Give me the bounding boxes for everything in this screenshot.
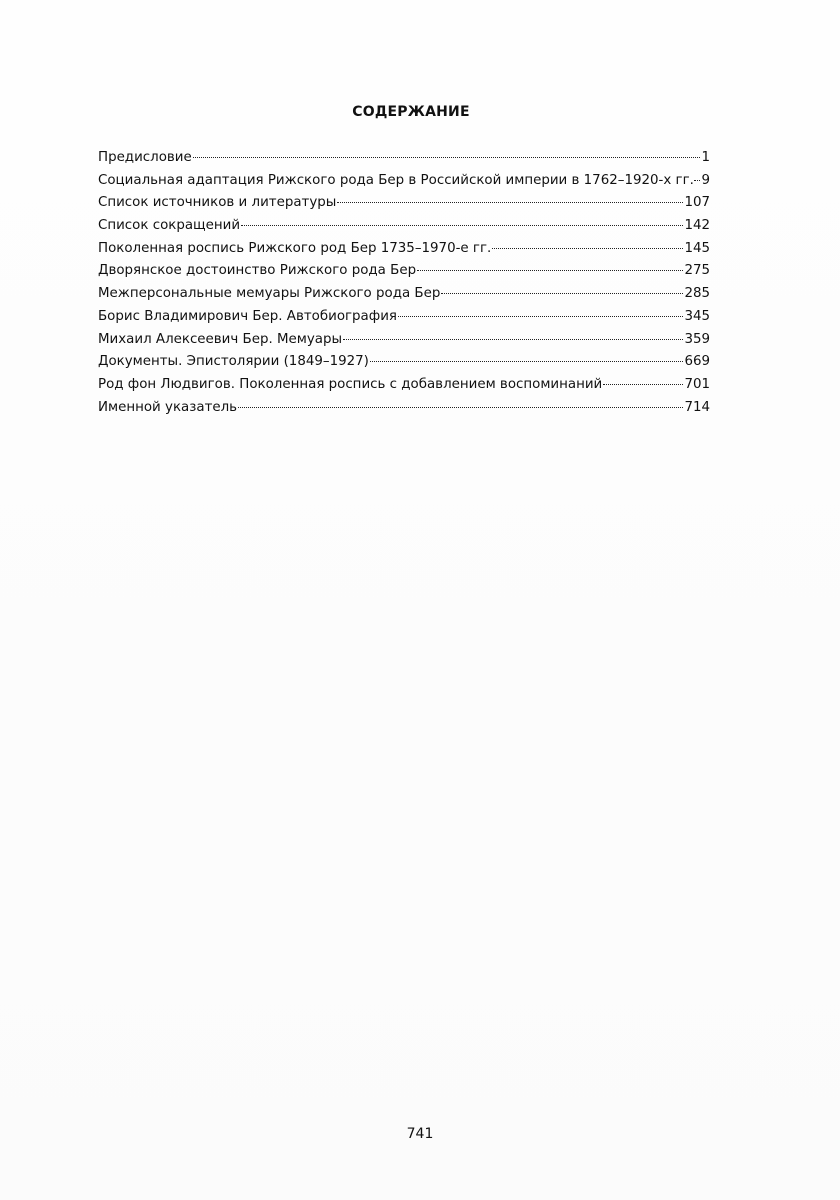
table-of-contents [98, 150, 710, 422]
toc-entry-page: 701 [684, 376, 710, 392]
toc-entry-title: Борис Владимирович Бер. Автобиография [98, 308, 397, 324]
toc-entry [98, 286, 710, 309]
toc-entry-title: Именной указатель [98, 399, 238, 415]
toc-entry [98, 195, 710, 218]
toc-entry-page: 285 [684, 286, 710, 302]
toc-entry-page: 275 [684, 263, 710, 279]
toc-dot-leader [417, 270, 683, 271]
toc-entry-title: Документы. Эпистолярии (1849–1927) [98, 354, 369, 370]
toc-entry-title: Предисловие [98, 150, 192, 165]
toc-entry-page: 345 [684, 308, 710, 324]
toc-entry [98, 241, 710, 264]
toc-entry [98, 218, 710, 241]
toc-dot-leader [337, 202, 683, 203]
toc-entry-page: 145 [684, 240, 710, 256]
toc-dot-leader [441, 293, 683, 294]
toc-entry [98, 400, 710, 423]
toc-entry-title: Социальная адаптация Рижского рода Бер в Российской империи в 1762–1920-х гг. [98, 172, 694, 188]
toc-dot-leader [343, 339, 683, 340]
toc-entry-title: Поколенная роспись Рижского род Бер 1735–1970-е гг. [98, 240, 492, 256]
toc-entry-title: Дворянское достоинство Рижского рода Бер [98, 263, 417, 279]
toc-entry-page: 142 [684, 218, 710, 234]
page-title: СОДЕРЖАНИЕ [352, 104, 470, 120]
toc-entry-page: 107 [684, 195, 710, 211]
toc-entry-page: 9 [701, 172, 710, 188]
toc-entry [98, 173, 710, 196]
toc-entry-title: Список сокращений [98, 218, 241, 234]
toc-entry-page: 359 [684, 331, 710, 347]
toc-dot-leader [370, 361, 684, 362]
toc-entry-title: Межперсональные мемуары Рижского рода Бер [98, 286, 441, 302]
toc-entry-title: Михаил Алексеевич Бер. Мемуары [98, 331, 343, 347]
toc-dot-leader [492, 248, 683, 249]
toc-entry-page: 1 [701, 150, 710, 165]
toc-entry [98, 377, 710, 400]
toc-entry-page: 714 [684, 399, 710, 415]
toc-dot-leader [603, 384, 683, 385]
toc-dot-leader [694, 180, 700, 181]
toc-entry-title: Список источников и литературы [98, 195, 337, 211]
toc-dot-leader [398, 316, 683, 317]
toc-entry [98, 263, 710, 286]
toc-entry-title: Род фон Людвигов. Поколенная роспись с добавлением воспоминаний [98, 376, 603, 392]
page-number: 741 [406, 1126, 434, 1142]
toc-entry-page: 669 [684, 354, 710, 370]
toc-dot-leader [193, 157, 701, 158]
toc-entry [98, 332, 710, 355]
toc-entry [98, 150, 710, 173]
toc-dot-leader [238, 407, 683, 408]
toc-entry [98, 309, 710, 332]
toc-dot-leader [241, 225, 683, 226]
toc-entry [98, 354, 710, 377]
